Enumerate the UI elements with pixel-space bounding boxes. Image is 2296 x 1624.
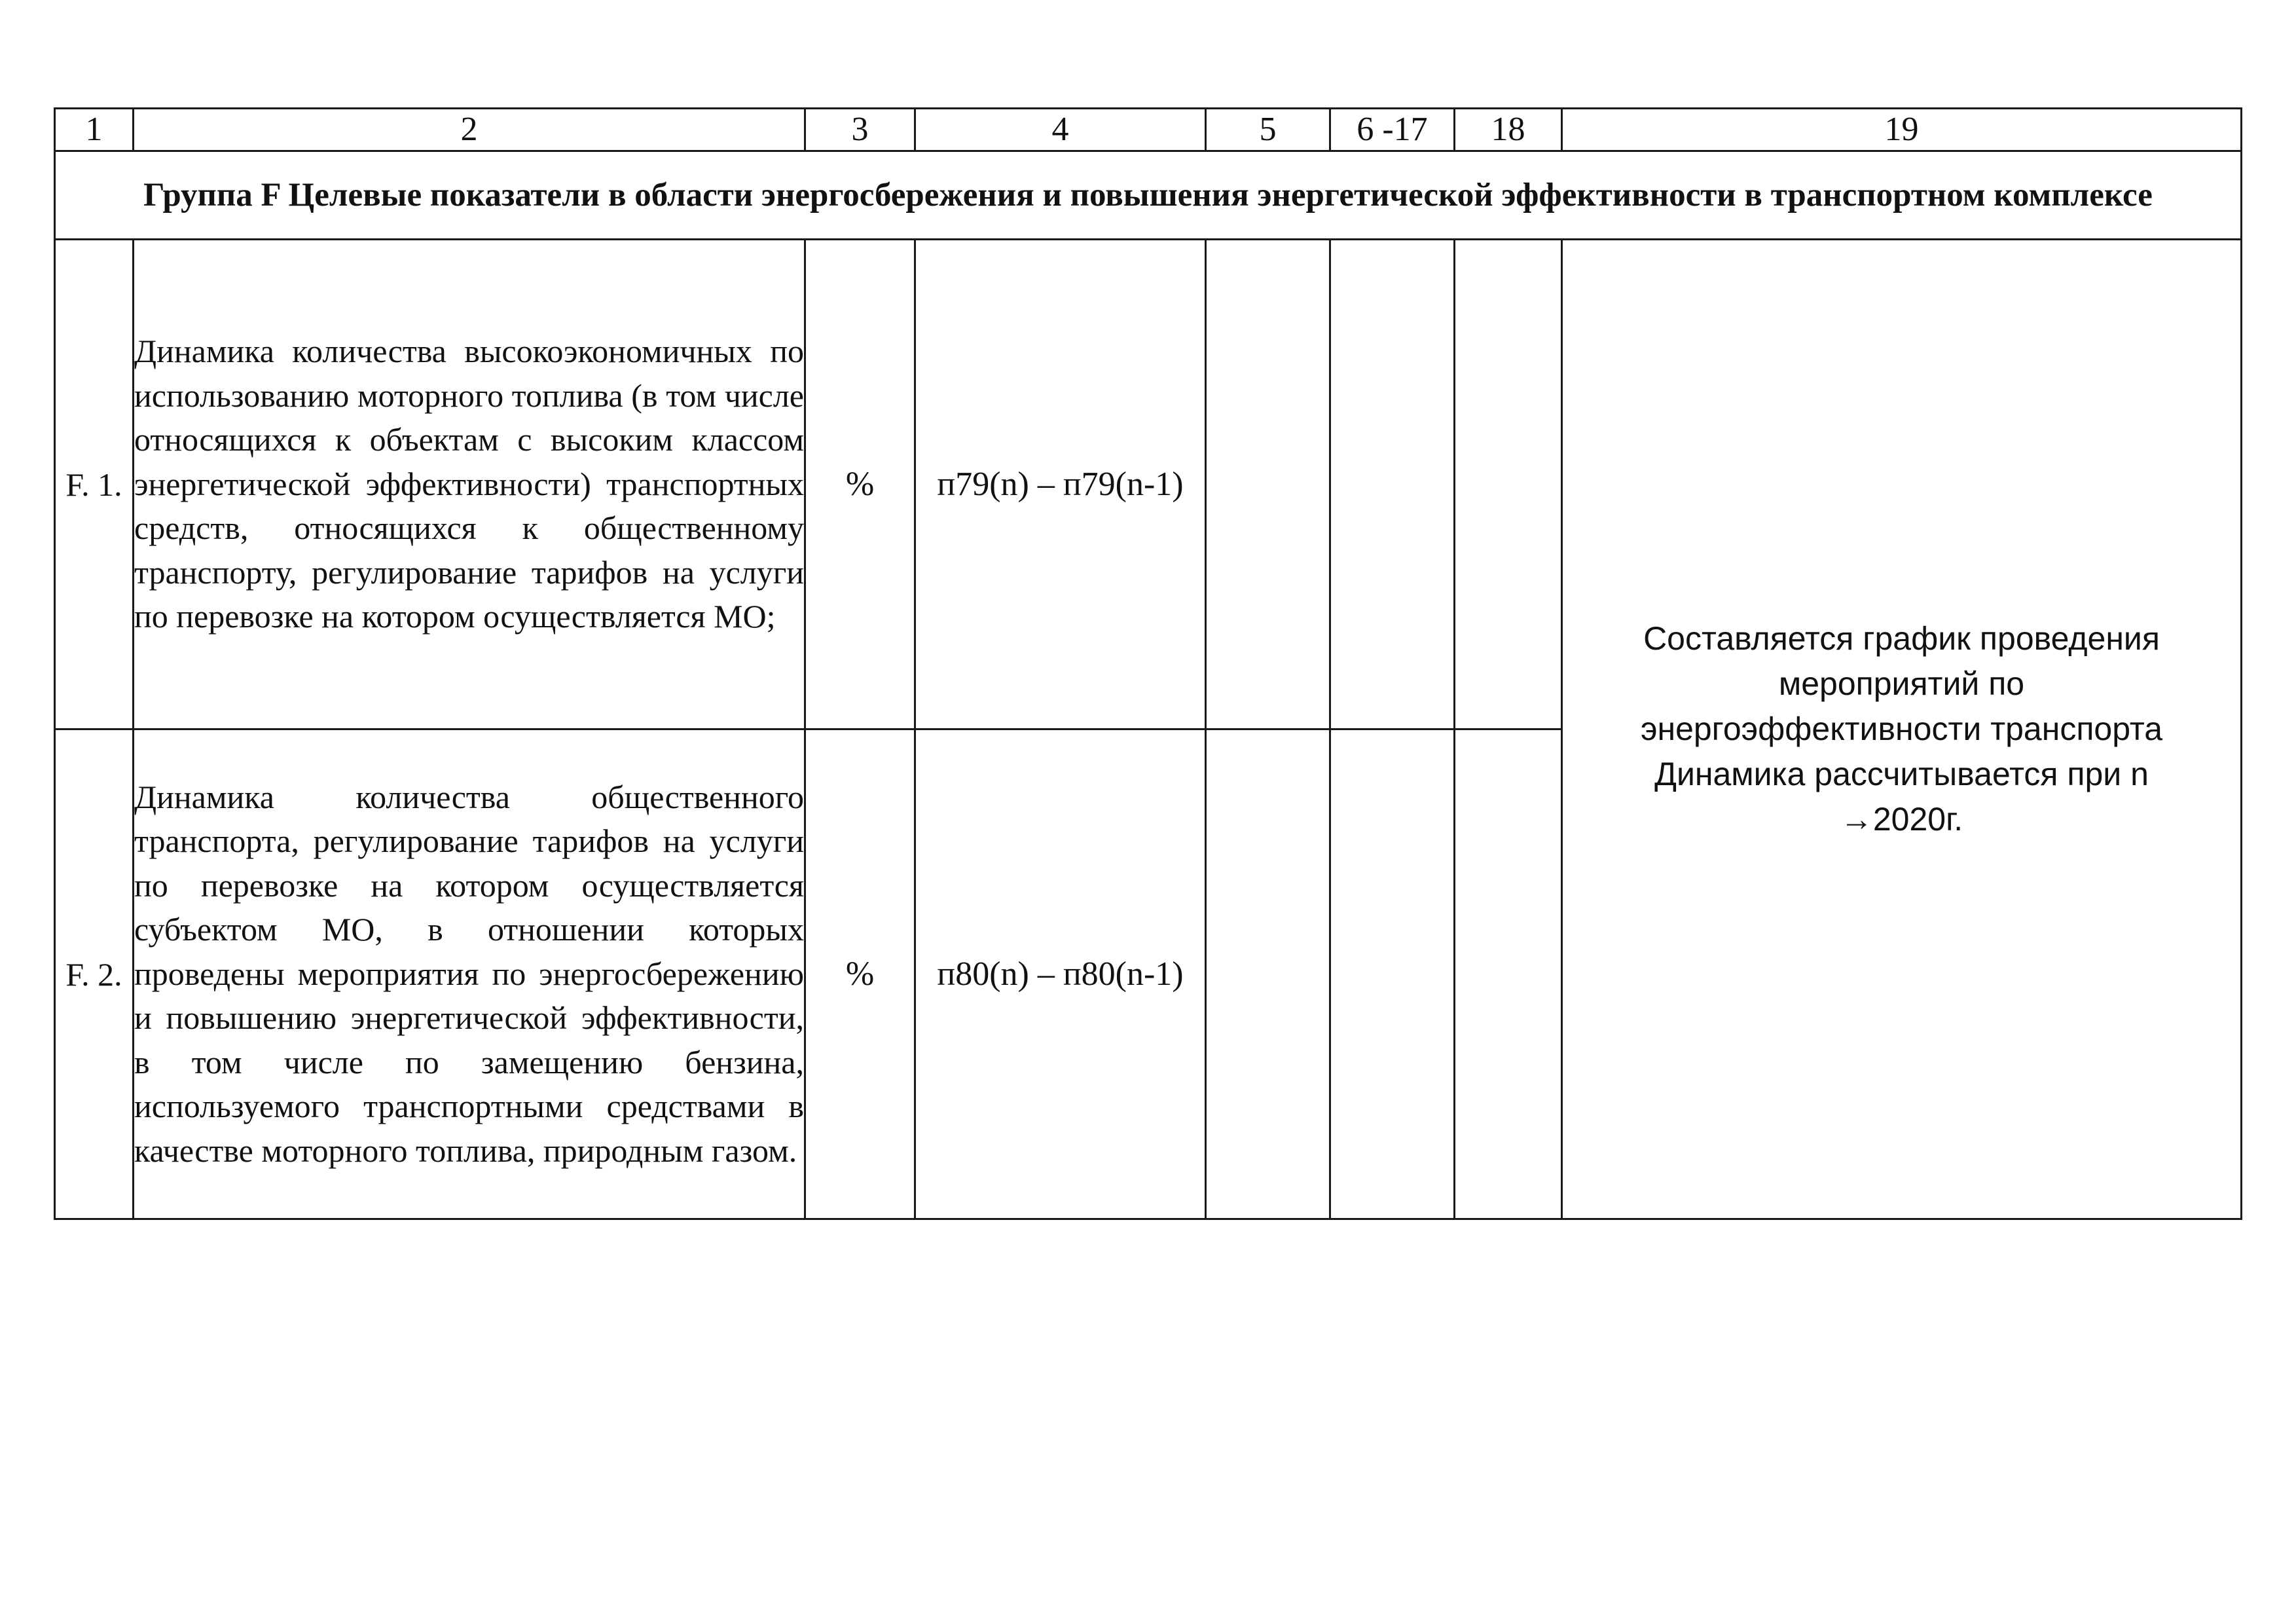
row-formula: п80(n) – п80(n-1) <box>915 729 1206 1219</box>
group-title: Группа F Целевые показатели в области энергосбережения и повышения энергетической эффективности в транспортном комплексе <box>55 151 2242 240</box>
calculation-note <box>1562 240 2242 1219</box>
note-line-5: →2020г. <box>1840 801 1963 838</box>
row-cell-6-17 <box>1330 240 1455 729</box>
row-cell-18 <box>1455 240 1562 729</box>
row-cell-18 <box>1455 729 1562 1219</box>
indicators-table <box>54 107 2242 1220</box>
column-number-3: 3 <box>805 109 915 151</box>
row-formula: п79(n) – п79(n-1) <box>915 240 1206 729</box>
column-number-2: 2 <box>134 109 805 151</box>
row-number: F. 1. <box>55 240 134 729</box>
column-number-row <box>55 109 2242 151</box>
row-description: Динамика количества общественного транспорта, регулирование тарифов на услуги по перевозке на котором осуществляется субъектом МО, в отношении которых проведены мероприятия по энергосбережению и повышению энергетической эффективности, в том числе по замещению бензина, используемого транспортными средствами в качестве моторного топлива, природным газом. <box>134 729 805 1219</box>
row-cell-6-17 <box>1330 729 1455 1219</box>
column-number-5: 5 <box>1206 109 1330 151</box>
group-heading-row <box>55 151 2242 240</box>
row-unit: % <box>805 729 915 1219</box>
column-number-4: 4 <box>915 109 1206 151</box>
note-line-4: Динамика рассчитывается при n <box>1654 756 2149 792</box>
table-row <box>55 240 2242 729</box>
column-number-18: 18 <box>1455 109 1562 151</box>
note-line-3: энергоэффективности транспорта <box>1640 710 2163 747</box>
row-description: Динамика количества высокоэкономичных по использованию моторного топлива (в том числе относящихся к объектам с высоким классом энергетической эффективности) транспортных средств, относящихся к общественному транспорту, регулирование тарифов на услуги по перевозке на котором осуществляется МО; <box>134 240 805 729</box>
column-number-6-17: 6 -17 <box>1330 109 1455 151</box>
row-cell-5 <box>1206 729 1330 1219</box>
row-unit: % <box>805 240 915 729</box>
note-line-2: мероприятий по <box>1778 665 2025 702</box>
column-number-1: 1 <box>55 109 134 151</box>
row-cell-5 <box>1206 240 1330 729</box>
row-number: F. 2. <box>55 729 134 1219</box>
column-number-19: 19 <box>1562 109 2242 151</box>
note-line-1: Составляется график проведения <box>1643 620 2160 657</box>
